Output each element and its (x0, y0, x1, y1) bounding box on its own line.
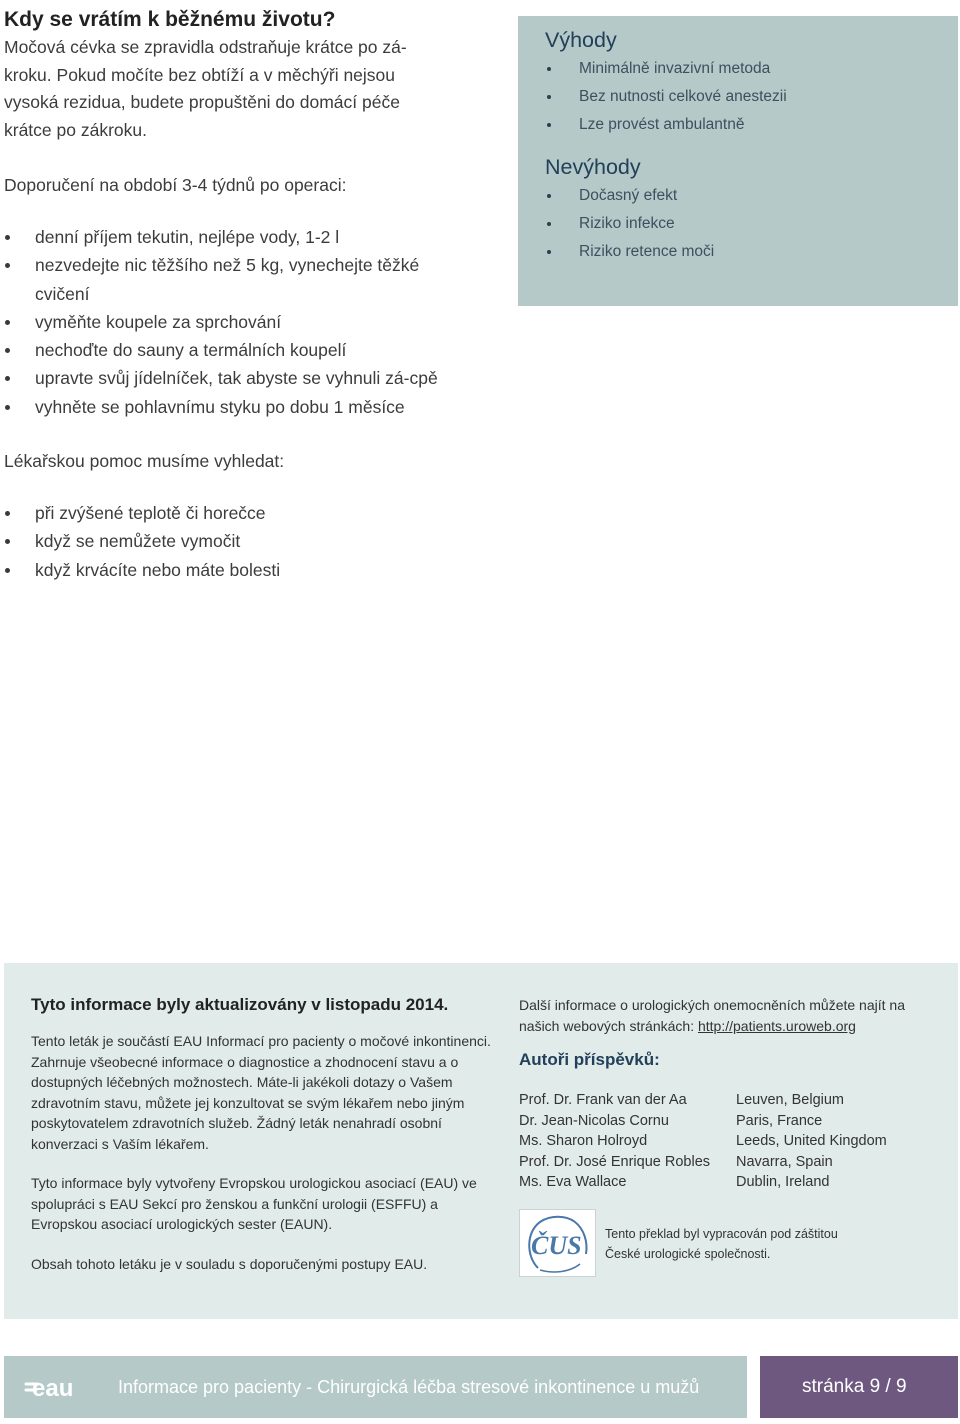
seek-help-label: Lékařskou pomoc musíme vyhledat: (4, 451, 285, 472)
author-place: Leuven, Belgium (736, 1092, 845, 1108)
list-item: při zvýšené teplotě či horečce (4, 499, 444, 527)
list-item: když se nemůžete vymočit (4, 527, 444, 555)
more-info-text (519, 995, 939, 1036)
author-place: Leeds, United Kingdom (736, 1133, 887, 1150)
author-name: Ms. Sharon Holroyd (519, 1133, 648, 1150)
paragraph-line: Močová cévka se zpravidla odstraňuje krátce po zá- (4, 37, 407, 57)
translation-line: Tento překlad byl vypracován pod záštitou (605, 1226, 838, 1241)
author-place: Paris, France (736, 1112, 823, 1129)
more-info-label: Další informace o urologických onemocněních můžete najít na našich webových stránkách: (519, 997, 905, 1034)
translation-row (519, 1209, 939, 1279)
info-left-column (31, 993, 497, 1274)
info-box (4, 963, 958, 1319)
eau-logo (24, 1370, 84, 1404)
list-item: denní příjem tekutin, nejlépe vody, 1-2 l (4, 223, 444, 251)
svg-text:eau: eau (32, 1375, 74, 1402)
updated-notice: Tyto informace byly aktualizovány v listopadu 2014. (31, 995, 449, 1014)
leaflet-description: Tento leták je součástí EAU Informací pro pacienty o močové inkontinenci. Zahrnuje všeobecné informace o diagnostice a zhodnocení stavu a o dostupných léčebných možnostech. Máte-li jakékoli dotazy o Vašem zdravotním stavu, můžete jej konzultovat se svým lékařem nebo jiným poskytovatelem zdravotních služeb. Žádný leták nenahradí osobní konverzaci s Vaším lékařem. (31, 1033, 491, 1152)
page-number: stránka 9 / 9 (802, 1376, 907, 1397)
pros-item: Minimálně invazivní metoda (545, 55, 958, 83)
pros-item: Lze provést ambulantně (545, 111, 958, 139)
cons-item: Dočasný efekt (545, 182, 958, 210)
return-to-life-heading: Kdy se vrátím k běžnému životu? (4, 8, 336, 31)
list-item: vyměňte koupele za sprchování (4, 308, 444, 336)
pros-title: Výhody (545, 28, 617, 52)
page-footer (4, 1356, 958, 1418)
cus-logo (519, 1209, 596, 1277)
paragraph-line: krátce po zákroku. (4, 119, 147, 140)
pros-list (545, 55, 958, 139)
cons-item: Riziko retence moči (545, 238, 958, 266)
guidelines-note: Obsah tohoto letáku je v souladu s doporučenými postupy EAU. (31, 1255, 428, 1272)
author-name: Prof. Dr. José Enrique Robles (519, 1153, 711, 1170)
cons-title: Nevýhody (545, 155, 641, 179)
translation-note (605, 1224, 838, 1265)
pros-cons-box (518, 16, 958, 306)
authors-list (519, 1090, 939, 1193)
list-item: nezvedejte nic těžšího než 5 kg, vynechejte těžké cvičení (4, 251, 444, 308)
authorship-description: Tyto informace byly vytvořeny Evropskou urologickou asociací (EAU) ve spolupráci s EAU Sekcí pro ženskou a funkční urologii (ESFFU) a Evropskou asociací urologických sester (EAUN). (31, 1175, 477, 1232)
list-item: když krvácíte nebo máte bolesti (4, 556, 444, 584)
author-place: Dublin, Ireland (736, 1174, 830, 1191)
cons-item: Riziko infekce (545, 210, 958, 238)
list-item: upravte svůj jídelníček, tak abyste se vyhnuli zá-cpě (4, 364, 444, 392)
list-item: nechoďte do sauny a termálních koupelí (4, 336, 444, 364)
page-number-box (760, 1356, 958, 1418)
recommendations-list (4, 223, 444, 421)
seek-help-list (4, 499, 444, 584)
author-name: Dr. Jean-Nicolas Cornu (519, 1112, 669, 1129)
uroweb-link[interactable]: http://patients.uroweb.org (697, 1017, 856, 1034)
author-name: Prof. Dr. Frank van der Aa (519, 1092, 687, 1108)
return-paragraph (4, 34, 444, 144)
paragraph-line: kroku. Pokud močíte bez obtíží a v měchýři nejsou (4, 64, 396, 85)
svg-text:ČUS: ČUS (531, 1230, 582, 1260)
pros-item: Bez nutnosti celkové anestezii (545, 83, 958, 111)
translation-line: České urologické společnosti. (605, 1247, 771, 1262)
footer-title-bar (4, 1356, 747, 1418)
cons-list (545, 182, 958, 266)
footer-title: Informace pro pacienty - Chirurgická léčba stresové inkontinence u mužů (118, 1377, 700, 1397)
author-name: Ms. Eva Wallace (519, 1174, 627, 1191)
paragraph-line: vysoká rezidua, budete propuštěni do domácí péče (4, 92, 400, 112)
recommendations-label: Doporučení na období 3-4 týdnů po operaci: (4, 175, 347, 195)
info-right-column (519, 995, 939, 1279)
author-place: Navarra, Spain (736, 1153, 833, 1170)
list-item: vyhněte se pohlavnímu styku po dobu 1 měsíce (4, 393, 444, 421)
main-column (4, 6, 444, 584)
authors-title: Autoři příspěvků: (519, 1050, 660, 1069)
